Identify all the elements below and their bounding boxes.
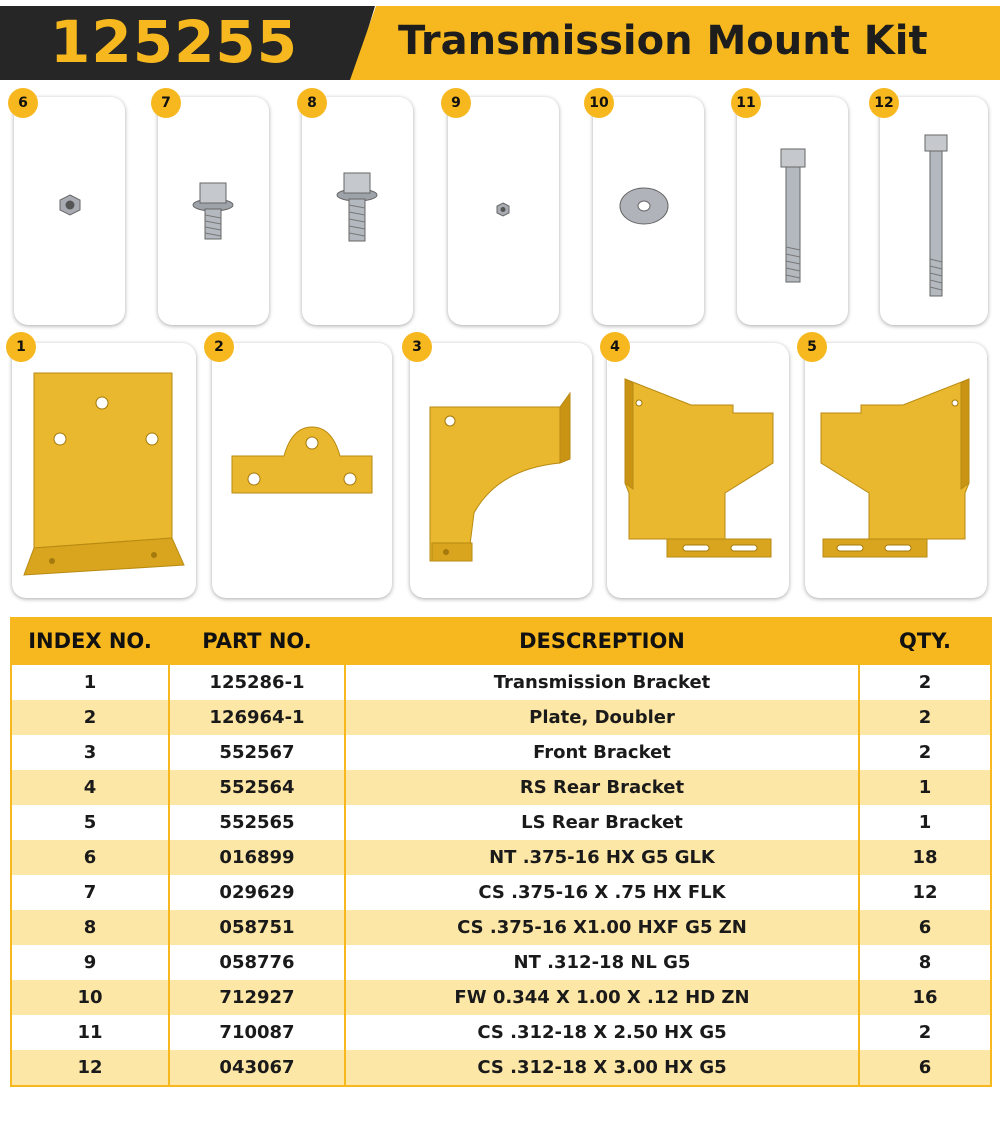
index-cell: 6 — [11, 840, 169, 875]
index-badge-4: 4 — [600, 332, 630, 362]
description-cell: Plate, Doubler — [345, 700, 859, 735]
kit-title: Transmission Mount Kit — [398, 18, 928, 64]
index-badge-2: 2 — [204, 332, 234, 362]
index-badge-8: 8 — [297, 88, 327, 118]
table-row — [11, 700, 991, 735]
parts-table — [10, 617, 990, 1087]
table-row — [11, 1050, 991, 1086]
part-no-cell: 712927 — [169, 980, 345, 1015]
flange-bolt-icon — [302, 97, 413, 325]
column-header-qty: QTY. — [859, 618, 991, 664]
index-badge-9: 9 — [441, 88, 471, 118]
index-cell: 4 — [11, 770, 169, 805]
index-badge-6: 6 — [8, 88, 38, 118]
part-no-cell: 552565 — [169, 805, 345, 840]
part-no-cell: 043067 — [169, 1050, 345, 1086]
table-row — [11, 1015, 991, 1050]
part-card-11 — [737, 97, 848, 325]
part-no-cell: 058751 — [169, 910, 345, 945]
kit-number: 125255 — [50, 8, 299, 76]
table-header-row — [11, 618, 991, 664]
part-card-1 — [12, 343, 196, 598]
part-no-cell: 552567 — [169, 735, 345, 770]
column-header-index: INDEX NO. — [11, 618, 169, 664]
index-cell: 1 — [11, 664, 169, 700]
ls-rear-bracket-icon — [805, 343, 987, 598]
qty-cell: 6 — [859, 910, 991, 945]
part-card-3 — [410, 343, 592, 598]
part-card-10 — [593, 97, 704, 325]
column-header-description: DESCREPTION — [345, 618, 859, 664]
description-cell: CS .375-16 X1.00 HXF G5 ZN — [345, 910, 859, 945]
table-row — [11, 980, 991, 1015]
washer-icon — [593, 97, 704, 325]
index-cell: 11 — [11, 1015, 169, 1050]
table-row — [11, 735, 991, 770]
description-cell: Transmission Bracket — [345, 664, 859, 700]
transmission-bracket-icon — [12, 343, 196, 598]
qty-cell: 1 — [859, 770, 991, 805]
part-card-5 — [805, 343, 987, 598]
nut-icon — [14, 97, 125, 325]
index-badge-12: 12 — [869, 88, 899, 118]
index-badge-5: 5 — [797, 332, 827, 362]
small-nut-icon — [448, 97, 559, 325]
qty-cell: 2 — [859, 735, 991, 770]
qty-cell: 16 — [859, 980, 991, 1015]
part-card-2 — [212, 343, 392, 598]
rs-rear-bracket-icon — [607, 343, 789, 598]
table-row — [11, 875, 991, 910]
part-no-cell: 710087 — [169, 1015, 345, 1050]
index-cell: 5 — [11, 805, 169, 840]
column-header-part-no: PART NO. — [169, 618, 345, 664]
part-card-7 — [158, 97, 269, 325]
qty-cell: 2 — [859, 664, 991, 700]
table-row — [11, 770, 991, 805]
part-no-cell: 125286-1 — [169, 664, 345, 700]
description-cell: CS .312-18 X 2.50 HX G5 — [345, 1015, 859, 1050]
index-cell: 12 — [11, 1050, 169, 1086]
index-badge-1: 1 — [6, 332, 36, 362]
index-cell: 8 — [11, 910, 169, 945]
description-cell: NT .312-18 NL G5 — [345, 945, 859, 980]
flange-bolt-icon — [158, 97, 269, 325]
qty-cell: 8 — [859, 945, 991, 980]
description-cell: RS Rear Bracket — [345, 770, 859, 805]
part-no-cell: 552564 — [169, 770, 345, 805]
index-cell: 3 — [11, 735, 169, 770]
table-row — [11, 805, 991, 840]
table-row — [11, 945, 991, 980]
qty-cell: 12 — [859, 875, 991, 910]
table-row — [11, 664, 991, 700]
part-card-8 — [302, 97, 413, 325]
part-card-12 — [880, 97, 988, 325]
index-cell: 10 — [11, 980, 169, 1015]
part-card-9 — [448, 97, 559, 325]
qty-cell: 6 — [859, 1050, 991, 1086]
description-cell: FW 0.344 X 1.00 X .12 HD ZN — [345, 980, 859, 1015]
table-row — [11, 840, 991, 875]
doubler-plate-icon — [212, 343, 392, 598]
qty-cell: 1 — [859, 805, 991, 840]
index-badge-11: 11 — [731, 88, 761, 118]
long-bolt-icon — [880, 97, 988, 325]
qty-cell: 18 — [859, 840, 991, 875]
index-badge-7: 7 — [151, 88, 181, 118]
part-no-cell: 029629 — [169, 875, 345, 910]
table-row — [11, 910, 991, 945]
description-cell: CS .312-18 X 3.00 HX G5 — [345, 1050, 859, 1086]
page-header — [0, 0, 1000, 80]
index-cell: 9 — [11, 945, 169, 980]
part-no-cell: 016899 — [169, 840, 345, 875]
front-bracket-icon — [410, 343, 592, 598]
part-no-cell: 126964-1 — [169, 700, 345, 735]
part-card-4 — [607, 343, 789, 598]
description-cell: CS .375-16 X .75 HX FLK — [345, 875, 859, 910]
index-badge-3: 3 — [402, 332, 432, 362]
description-cell: Front Bracket — [345, 735, 859, 770]
index-cell: 7 — [11, 875, 169, 910]
part-card-6 — [14, 97, 125, 325]
description-cell: NT .375-16 HX G5 GLK — [345, 840, 859, 875]
description-cell: LS Rear Bracket — [345, 805, 859, 840]
qty-cell: 2 — [859, 700, 991, 735]
index-cell: 2 — [11, 700, 169, 735]
long-bolt-icon — [737, 97, 848, 325]
index-badge-10: 10 — [584, 88, 614, 118]
part-no-cell: 058776 — [169, 945, 345, 980]
qty-cell: 2 — [859, 1015, 991, 1050]
